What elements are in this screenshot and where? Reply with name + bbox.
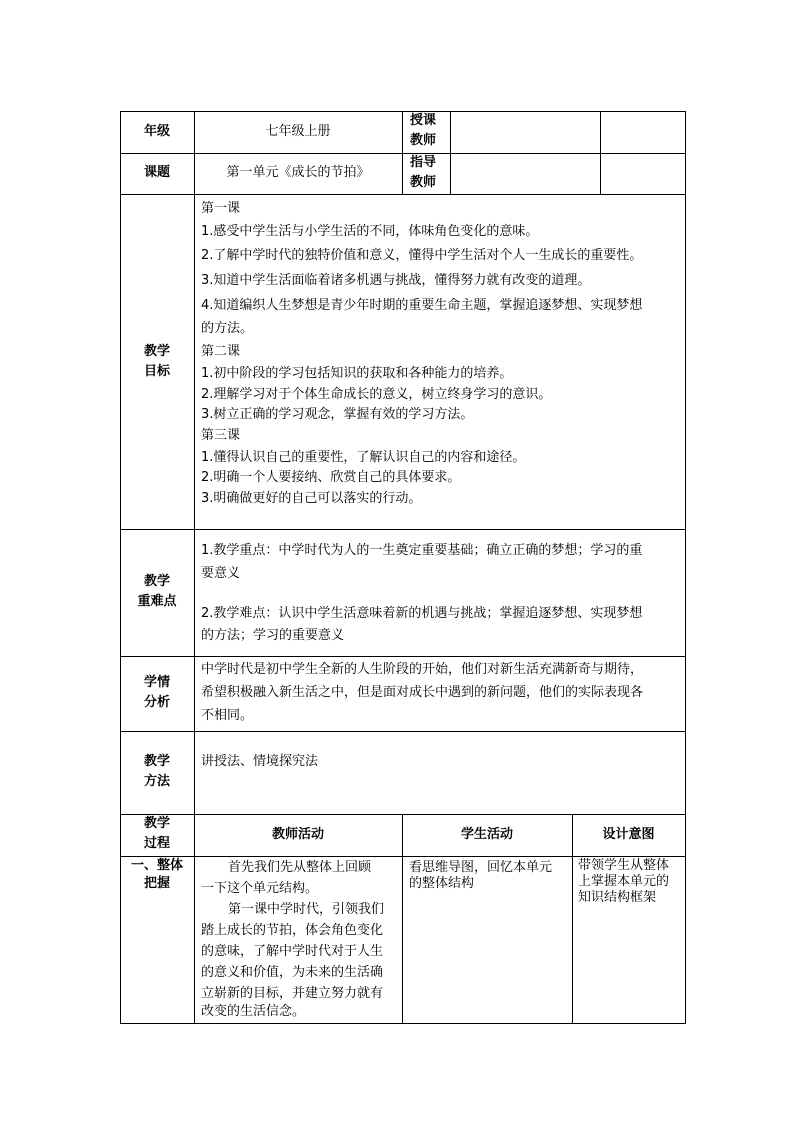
goals-line: 2.明确一个人要接纳、欣赏自己的具体要求。 xyxy=(201,470,461,485)
keypoints-label-line1: 教学 xyxy=(143,574,170,589)
keypoints-line: 1.教学重点：中学时代为人的一生奠定重要基础；确立正确的梦想；学习的重 xyxy=(201,543,643,558)
goals-line: 2.理解学习对于个体生命成长的意义，树立终身学习的意识。 xyxy=(201,387,552,402)
method-value: 讲授法、情境探究法 xyxy=(201,754,319,769)
goals-line: 3.明确做更好的自己可以落实的行动。 xyxy=(201,491,422,506)
teacher-activity-line: 踏上成长的节拍，体会角色变化 xyxy=(201,923,384,938)
goals-line: 3.知道中学生活面临着诸多机遇与挑战，懂得努力就有改变的道理。 xyxy=(201,273,591,288)
keypoints-line: 2.教学难点：认识中学生活意味着新的机遇与挑战；掌握追逐梦想、实现梦想 xyxy=(201,606,643,621)
goals-line: 的方法。 xyxy=(201,321,254,336)
process-label-line2: 过程 xyxy=(143,836,170,851)
goals-line: 1.感受中学生活与小学生活的不同，体味角色变化的意味。 xyxy=(201,224,539,239)
goals-line: 第二课 xyxy=(201,344,241,359)
grade-value: 七年级上册 xyxy=(265,124,331,139)
goals-line: 第三课 xyxy=(201,428,241,443)
design-intent-line: 知识结构框架 xyxy=(578,890,657,905)
keypoints-line: 的方法；学习的重要意义 xyxy=(201,628,345,643)
analysis-label-line1: 学情 xyxy=(143,675,170,690)
teacher-label-line1: 授课 xyxy=(410,113,437,128)
teacher-activity-line: 立崭新的目标，并建立努力就有 xyxy=(201,986,384,1001)
design-intent-header: 设计意图 xyxy=(602,827,655,842)
topic-value: 第一单元《成长的节拍》 xyxy=(226,165,370,180)
step1-label-line1: 一、整体 xyxy=(130,858,183,873)
teacher-label-line2: 教师 xyxy=(410,133,437,148)
analysis-line: 中学时代是初中学生全新的人生阶段的开始，他们对新生活充满新奇与期待， xyxy=(201,662,644,677)
teacher-activity-line: 的意义和价值，为未来的生活确 xyxy=(201,965,384,980)
step1-label-line2: 把握 xyxy=(143,876,170,891)
teacher-activity-line: 一下这个单元结构。 xyxy=(201,881,319,896)
teacher-activity-line: 的意味，了解中学时代对于人生 xyxy=(201,944,384,959)
goals-line: 2.了解中学时代的独特价值和意义，懂得中学生活对个人一生成长的重要性。 xyxy=(201,248,643,263)
method-label-line2: 方法 xyxy=(143,774,170,789)
guide-label-line2: 教师 xyxy=(410,175,437,190)
teacher-activity-line: 首先我们先从整体上回顾 xyxy=(228,860,372,875)
analysis-line: 希望积极融入新生活之中，但是面对成长中遇到的新问题，他们的实际表现各 xyxy=(201,685,644,700)
keypoints-label-line2: 重难点 xyxy=(137,594,177,609)
analysis-line: 不相同。 xyxy=(201,708,254,723)
grade-label: 年级 xyxy=(143,124,170,139)
goals-line: 1.懂得认识自己的重要性，了解认识自己的内容和途径。 xyxy=(201,450,526,465)
goals-line: 3.树立正确的学习观念，掌握有效的学习方法。 xyxy=(201,407,474,422)
teacher-activity-line: 第一课中学时代，引领我们 xyxy=(228,902,385,917)
topic-label: 课题 xyxy=(143,165,170,180)
student-activity-header: 学生活动 xyxy=(460,827,513,842)
student-activity-line: 看思维导图，回忆本单元 xyxy=(409,860,553,875)
process-label-line1: 教学 xyxy=(143,816,170,831)
method-label-line1: 教学 xyxy=(143,754,170,769)
goals-line: 第一课 xyxy=(201,201,241,216)
teacher-activity-header: 教师活动 xyxy=(271,827,324,842)
keypoints-line: 要意义 xyxy=(201,566,241,581)
teacher-activity-line: 改变的生活信念。 xyxy=(201,1004,306,1019)
student-activity-line: 的整体结构 xyxy=(409,876,475,891)
goals-label-line2: 目标 xyxy=(143,364,170,379)
goals-label-line1: 教学 xyxy=(143,344,170,359)
goals-line: 4.知道编织人生梦想是青少年时期的重要生命主题，掌握追逐梦想、实现梦想 xyxy=(201,298,643,313)
guide-label-line1: 指导 xyxy=(410,155,437,170)
goals-line: 1.初中阶段的学习包括知识的获取和各种能力的培养。 xyxy=(201,366,513,381)
design-intent-line: 带领学生从整体 xyxy=(578,858,670,873)
design-intent-line: 上掌握本单元的 xyxy=(578,874,670,889)
analysis-label-line2: 分析 xyxy=(143,695,170,710)
